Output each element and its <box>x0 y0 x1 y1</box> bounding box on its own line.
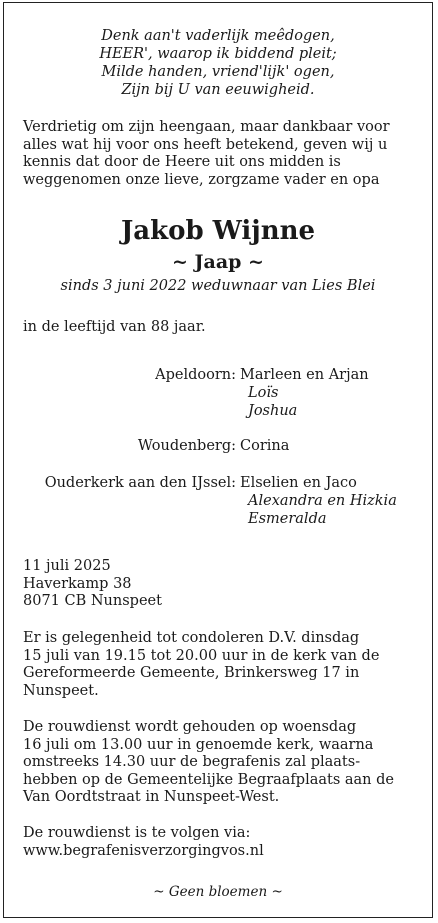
poem-line: Zijn bij U van eeuwigheid. <box>121 82 315 98</box>
grandchild: Loïs <box>248 385 279 401</box>
service-line: De rouwdienst wordt gehouden op woensdag <box>23 719 357 735</box>
intro-line: weggenomen onze lieve, zorgzame vader en opa <box>23 171 380 188</box>
grandchild: Alexandra en Hizkia <box>248 493 397 509</box>
service-line: omstreeks 14.30 uur de begrafenis zal plaats- <box>23 754 361 770</box>
service-line: Van Oordtstraat in Nunspeet-West. <box>23 789 280 805</box>
family-place: Woudenberg: <box>137 438 236 454</box>
family-names: Corina <box>240 438 290 454</box>
grandchild: Esmeralda <box>248 511 327 527</box>
service-line: 16 juli om 13.00 uur in genoemde kerk, waarna <box>23 736 374 753</box>
address-line: 8071 CB Nunspeet <box>23 593 162 609</box>
family-names: Marleen en Arjan <box>240 367 369 383</box>
widower-note: sinds 3 juni 2022 weduwnaar van Lies Blei <box>60 278 376 294</box>
intro-line: Verdrietig om zijn heengaan, maar dankbaar voor <box>23 119 390 135</box>
address-line: 11 juli 2025 <box>23 558 111 574</box>
intro-line: kennis dat door de Heere uit ons midden is <box>23 154 341 170</box>
family-place: Ouderkerk aan den IJssel: <box>44 475 236 491</box>
livestream-line: De rouwdienst is te volgen via: <box>23 825 251 841</box>
condolence-line: Nunspeet. <box>23 682 99 699</box>
family-place: Apeldoorn: <box>155 367 236 383</box>
family-names: Elselien en Jaco <box>240 475 357 491</box>
livestream-url: www.begrafenisverzorgingvos.nl <box>23 842 264 859</box>
death-notice <box>3 2 433 918</box>
deceased-nickname: ~ Jaap ~ <box>172 251 264 273</box>
grandchild: Joshua <box>248 403 298 419</box>
condolence-line: Er is gelegenheid tot condoleren D.V. dinsdag <box>23 630 360 646</box>
poem-line: HEER', waarop ik biddend pleit; <box>99 46 337 62</box>
condolence-line: 15 juli van 19.15 tot 20.00 uur in de kerk van de <box>23 647 380 664</box>
age-line: in de leeftijd van 88 jaar. <box>23 319 206 335</box>
condolence-line: Gereformeerde Gemeente, Brinkersweg 17 in <box>23 665 360 681</box>
poem-line: Milde handen, vriend'lijk' ogen, <box>101 64 335 80</box>
service-paragraph <box>23 719 423 807</box>
condolence-paragraph <box>23 630 423 700</box>
intro-paragraph <box>23 119 423 189</box>
address-block <box>23 558 423 611</box>
intro-line: alles wat hij voor ons heeft betekend, geven wij u <box>23 136 388 153</box>
livestream-paragraph <box>23 825 423 860</box>
deceased-name: Jakob Wijnne <box>120 216 316 246</box>
service-line: hebben op de Gemeentelijke Begraafplaats aan de <box>23 771 394 788</box>
poem <box>4 27 432 99</box>
address-line: Haverkamp 38 <box>23 575 132 592</box>
poem-line: Denk aan't vaderlijk meêdogen, <box>101 28 335 44</box>
no-flowers-note: ~ Geen bloemen ~ <box>153 884 283 900</box>
